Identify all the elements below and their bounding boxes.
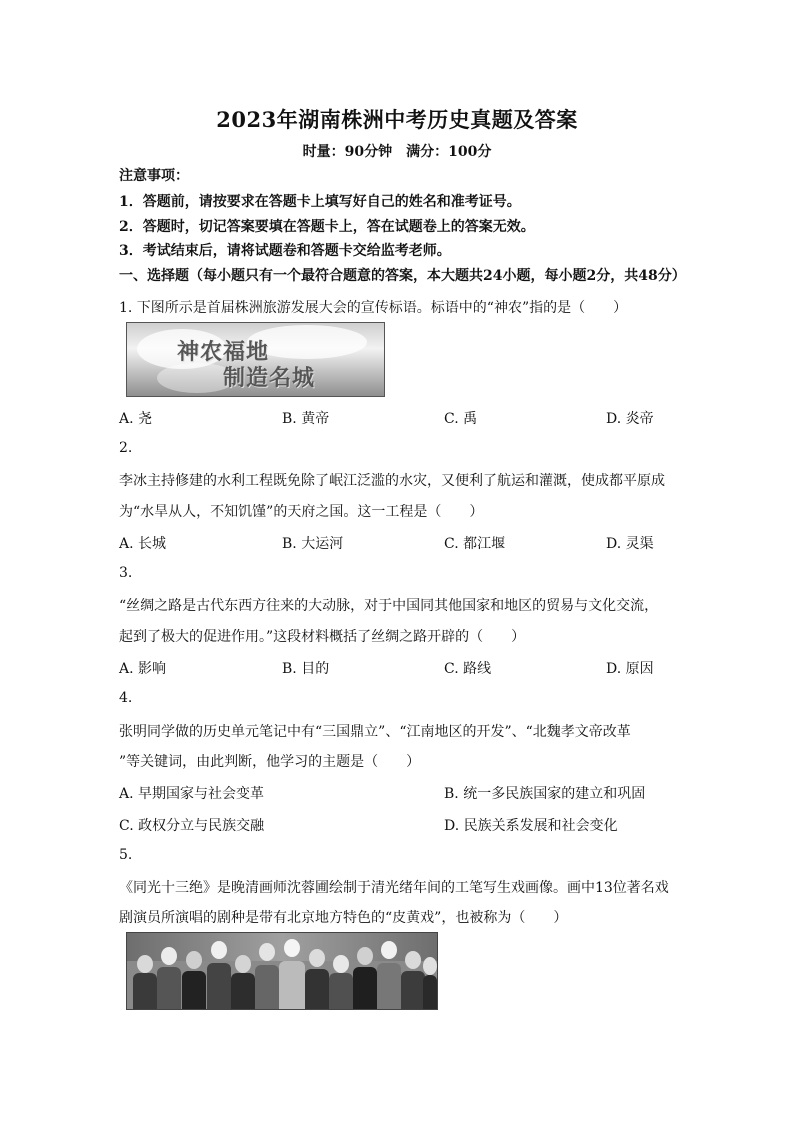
notice-item: 2．答题时，切记答案要填在答题卡上，答在试题卷上的答案无效。	[119, 219, 535, 235]
option-b: B. 统一多民族国家的建立和巩固	[444, 786, 646, 802]
question-5-number: 5.	[119, 847, 133, 863]
question-3-stem-line: 起到了极大的促进作用。”这段材料概括了丝绸之路开辟的（ ）	[119, 629, 526, 645]
question-5-stem-line: 《同光十三绝》是晚清画师沈蓉圃绘制于清光绪年间的工笔写生戏画像。画中13位著名戏	[119, 880, 669, 896]
option-d: D. 原因	[606, 661, 654, 677]
slogan-line-1: 神农福地	[177, 340, 270, 365]
question-5-stem-line: 剧演员所演唱的剧种是带有北京地方特色的“皮黄戏”，也被称为（ ）	[119, 910, 568, 926]
slogan-line-2: 制造名城	[223, 366, 316, 391]
option-b: B. 目的	[282, 661, 330, 677]
option-d: D. 灵渠	[606, 536, 654, 552]
page-title: 2023年湖南株洲中考历史真题及答案	[216, 107, 578, 132]
question-2-stem-line: 李冰主持修建的水利工程既免除了岷江泛滥的水灾，又便利了航运和灌溉，使成都平原成	[119, 473, 665, 489]
question-2-stem-line: 为“水旱从人，不知饥馑”的天府之国。这一工程是（ ）	[119, 504, 484, 520]
notice-item: 1．答题前，请按要求在答题卡上填写好自己的姓名和准考证号。	[119, 194, 521, 210]
section-heading: 一、选择题（每小题只有一个最符合题意的答案，本大题共24小题，每小题2分，共48分）	[119, 268, 686, 284]
option-c: C. 都江堰	[444, 536, 506, 552]
question-1-stem: 1. 下图所示是首届株洲旅游发展大会的宣传标语。标语中的“神农”指的是（ ）	[119, 300, 628, 316]
tourism-slogan-image	[126, 322, 385, 397]
question-2-number: 2.	[119, 440, 133, 456]
notice-heading: 注意事项：	[119, 168, 189, 184]
option-c: C. 禹	[444, 411, 478, 427]
option-c: C. 政权分立与民族交融	[119, 818, 265, 834]
option-c: C. 路线	[444, 661, 492, 677]
option-a: A. 影响	[119, 661, 167, 677]
option-a: A. 长城	[119, 536, 167, 552]
opera-portrait-image	[126, 932, 438, 1010]
option-a: A. 尧	[119, 411, 153, 427]
question-3-number: 3.	[119, 565, 133, 581]
question-4-stem-line: ”等关键词，由此判断，他学习的主题是（ ）	[119, 754, 421, 770]
option-b: B. 黄帝	[282, 411, 330, 427]
option-d: D. 炎帝	[606, 411, 654, 427]
exam-time-score: 时量：90分钟 满分：100分	[302, 144, 492, 160]
question-3-stem-line: “丝绸之路是古代东西方往来的大动脉，对于中国同其他国家和地区的贸易与文化交流，	[119, 598, 659, 614]
option-b: B. 大运河	[282, 536, 344, 552]
option-d: D. 民族关系发展和社会变化	[444, 818, 618, 834]
question-4-stem-line: 张明同学做的历史单元笔记中有“三国鼎立”、“江南地区的开发”、“北魏孝文帝改革	[119, 724, 631, 740]
option-a: A. 早期国家与社会变革	[119, 786, 265, 802]
notice-item: 3．考试结束后，请将试题卷和答题卡交给监考老师。	[119, 243, 451, 259]
question-4-number: 4.	[119, 690, 133, 706]
